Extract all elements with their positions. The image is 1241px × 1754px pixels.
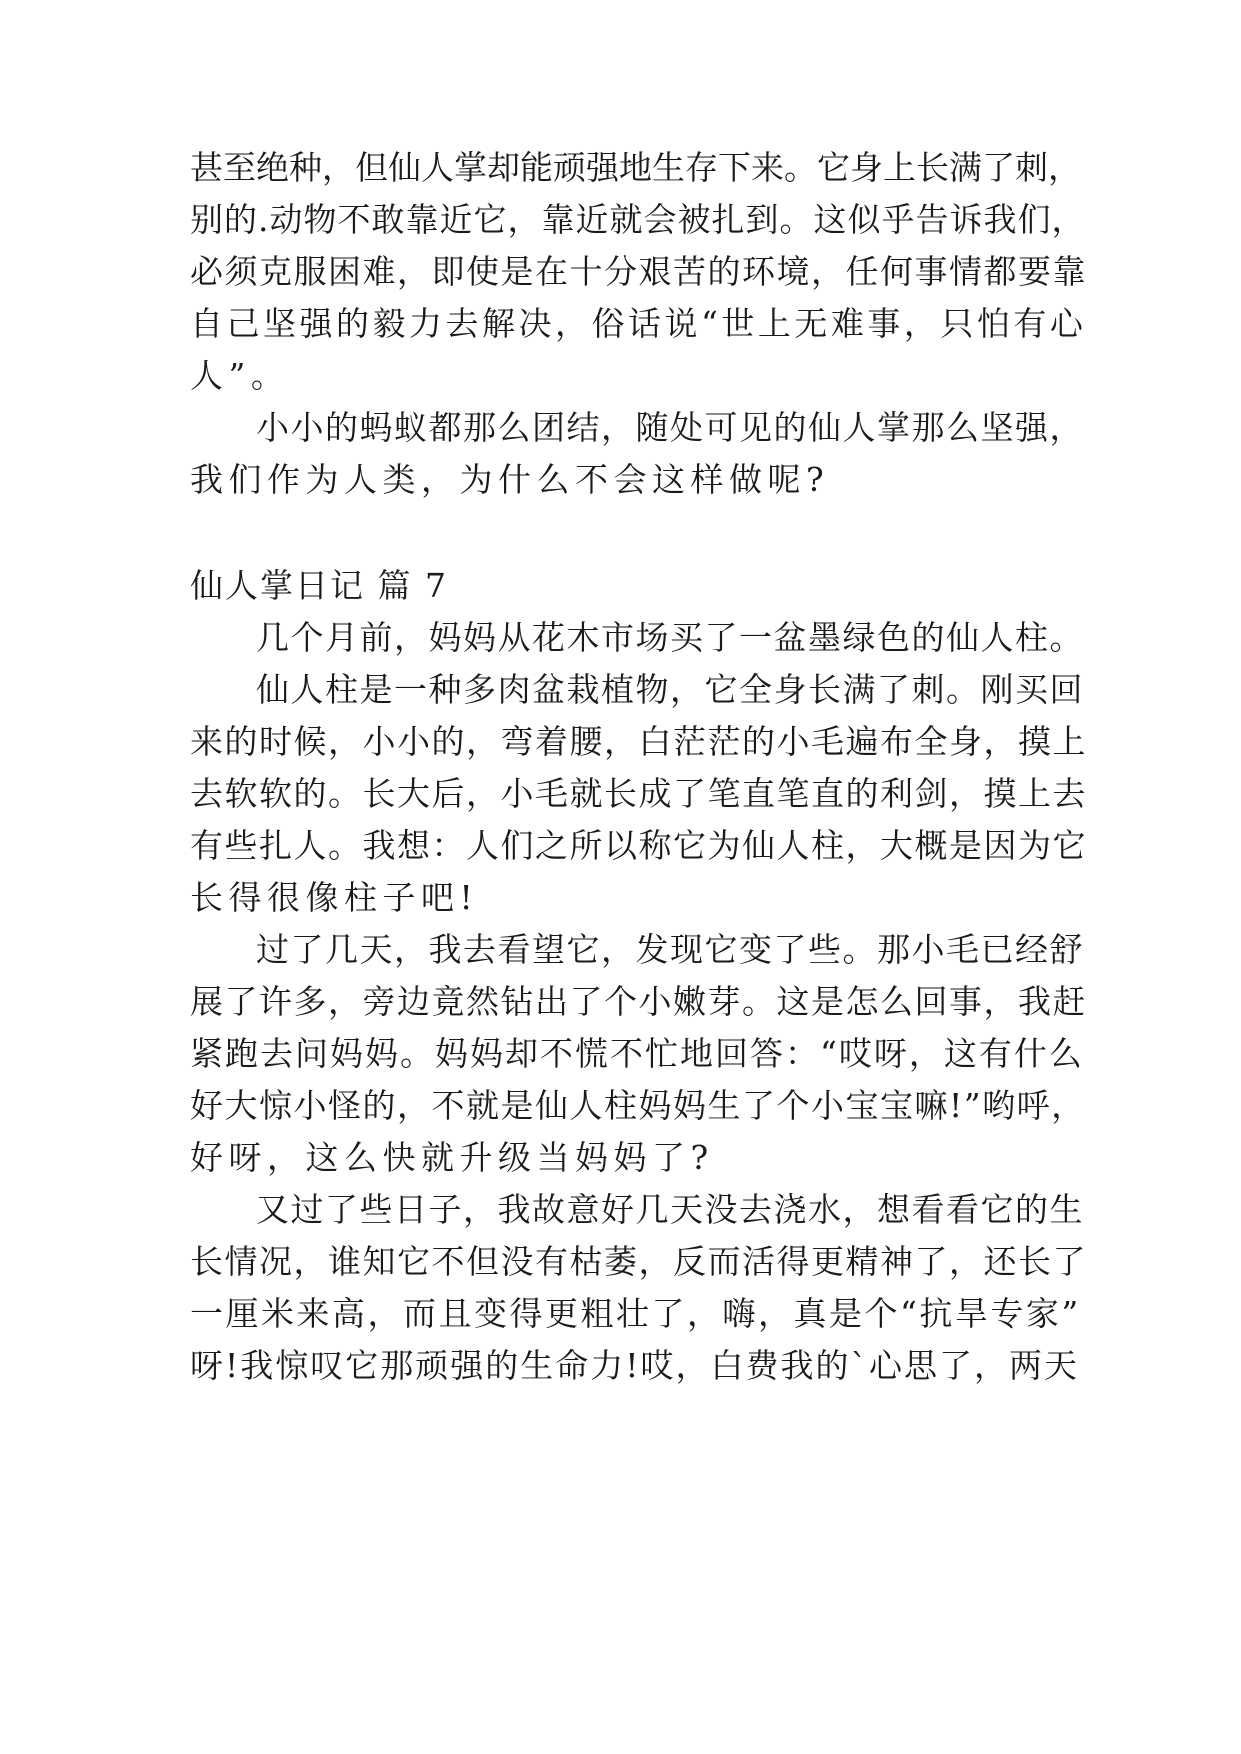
text-line: 去软软的。长大后，小毛就长成了笔直笔直的利剑，摸上去: [190, 774, 1087, 813]
text-line: 长得很像柱子吧!: [190, 878, 479, 917]
text-line: 展了许多，旁边竟然钻出了个小嫩芽。这是怎么回事，我赶: [190, 982, 1087, 1021]
text-line: 好呀，这么快就升级当妈妈了?: [190, 1138, 714, 1177]
text-line: 紧跑去问妈妈。妈妈却不慌不忙地回答：“哎呀，这有什么: [190, 1034, 1084, 1073]
section-heading: 仙人掌日记 篇 7: [190, 566, 448, 605]
text-line: 几个月前，妈妈从花木市场买了一盆墨绿色的仙人柱。: [256, 618, 1084, 657]
text-line: 有些扎人。我想：人们之所以称它为仙人柱，大概是因为它: [190, 826, 1087, 865]
text-line: 又过了些日子，我故意好几天没去浇水，想看看它的生: [256, 1190, 1084, 1229]
text-line: 别的.动物不敢靠近它，靠近就会被扎到。这似乎告诉我们，: [190, 200, 1086, 239]
text-line: 一厘米来高，而且变得更粗壮了，嗨，真是个“抗旱专家”: [190, 1294, 1081, 1333]
text-line: 我们作为人类，为什么不会这样做呢?: [190, 460, 830, 499]
text-line: 小小的蚂蚁都那么团结，随处可见的仙人掌那么坚强，: [256, 408, 1084, 447]
text-line: 长情况，谁知它不但没有枯萎，反而活得更精神了，还长了: [190, 1242, 1087, 1281]
text-line: 来的时候，小小的，弯着腰，白茫茫的小毛遍布全身，摸上: [190, 722, 1087, 761]
text-line: 仙人柱是一种多肉盆栽植物，它全身长满了刺。刚买回: [256, 670, 1084, 709]
text-line: 过了几天，我去看望它，发现它变了些。那小毛已经舒: [256, 930, 1084, 969]
text-line: 自己坚强的毅力去解决，俗话说“世上无难事，只怕有心: [190, 304, 1087, 343]
text-line: 人”。: [190, 356, 290, 395]
text-line: 甚至绝种，但仙人掌却能顽强地生存下来。它身上长满了刺，: [190, 148, 1081, 187]
text-line: 必须克服困难，即使是在十分艰苦的环境，任何事情都要靠: [190, 252, 1087, 291]
text-line: 好大惊小怪的，不就是仙人柱妈妈生了个小宝宝嘛!”哟呼，: [190, 1086, 1086, 1125]
text-line: 呀!我惊叹它那顽强的生命力!哎，白费我的`心思了，两天: [190, 1346, 1080, 1385]
